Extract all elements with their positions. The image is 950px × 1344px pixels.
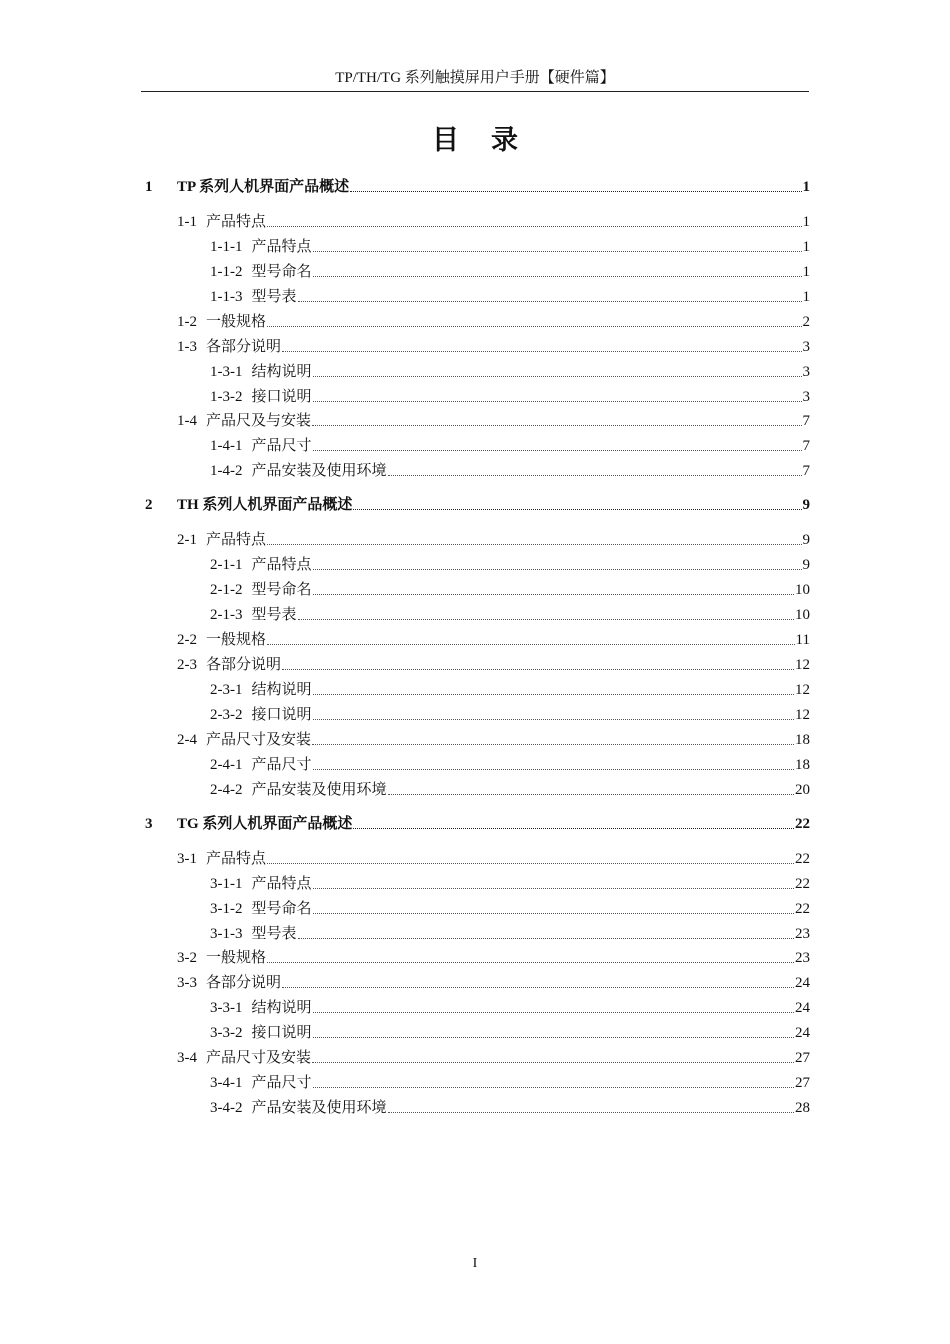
toc-entry-page: 18 <box>795 732 810 748</box>
toc-dot-leader <box>313 275 802 277</box>
toc-entry-page: 22 <box>795 876 810 892</box>
toc-entry-label: TP 系列人机界面产品概述 <box>177 179 350 195</box>
toc-section-entry[interactable] <box>177 630 810 650</box>
toc-entry-number: 1-4 <box>177 413 197 429</box>
toc-entry-number: 1-3 <box>177 339 197 355</box>
toc-entry-label: 产品安装及使用环境 <box>251 1100 387 1116</box>
toc-entry-page: 1 <box>802 179 810 195</box>
toc-entry-label: TH 系列人机界面产品概述 <box>177 497 353 513</box>
toc-entry-page: 9 <box>802 532 810 548</box>
toc-dot-leader <box>267 961 794 963</box>
toc-dot-leader <box>267 543 801 545</box>
toc-dot-leader <box>313 375 802 377</box>
toc-entry-number: 3-3 <box>177 975 197 991</box>
toc-entry-number: 1-4-1 <box>210 438 243 454</box>
toc-dot-leader <box>267 325 801 327</box>
toc-dot-leader <box>388 474 802 476</box>
toc-entry-number: 2-1-1 <box>210 557 243 573</box>
toc-entry-number: 3-2 <box>177 950 197 966</box>
toc-entry-label: 一般规格 <box>206 632 267 648</box>
toc-entry-number: 1-1 <box>177 214 197 230</box>
toc-subsection-entry[interactable] <box>210 1023 810 1043</box>
toc-entry-page: 3 <box>802 389 810 405</box>
toc-dot-leader <box>267 225 801 227</box>
toc-dot-leader <box>312 743 794 745</box>
toc-dot-leader <box>353 827 794 829</box>
toc-subsection-entry[interactable] <box>210 287 810 307</box>
toc-dot-leader <box>313 400 802 402</box>
toc-entry-number: 2-4 <box>177 732 197 748</box>
toc-subsection-entry[interactable] <box>210 924 810 944</box>
toc-entry-page: 24 <box>795 975 810 991</box>
toc-entry-number: 1-1-2 <box>210 264 243 280</box>
toc-subsection-entry[interactable] <box>210 998 810 1018</box>
toc-section-entry[interactable] <box>177 411 810 431</box>
toc-entry-page: 2 <box>802 314 810 330</box>
toc-dot-leader <box>282 668 794 670</box>
toc-entry-page: 12 <box>795 707 810 723</box>
toc-entry-number: 3-1-1 <box>210 876 243 892</box>
toc-dot-leader <box>312 1061 794 1063</box>
toc-entry-label: 型号表 <box>251 289 297 305</box>
toc-subsection-entry[interactable] <box>210 580 810 600</box>
toc-dot-leader <box>313 1011 794 1013</box>
toc-section-entry[interactable] <box>177 973 810 993</box>
toc-dot-leader <box>312 424 801 426</box>
toc-dot-leader <box>267 643 795 645</box>
toc-dot-leader <box>313 718 794 720</box>
toc-entry-label: TG 系列人机界面产品概述 <box>177 816 353 832</box>
toc-entry-label: 产品安装及使用环境 <box>251 782 387 798</box>
toc-entry-page: 9 <box>802 557 810 573</box>
toc-section-entry[interactable] <box>177 730 810 750</box>
toc-entry-number: 2-1-2 <box>210 582 243 598</box>
toc-entry-label: 产品尺寸及安装 <box>206 1050 312 1066</box>
toc-dot-leader <box>282 350 801 352</box>
toc-entry-page: 12 <box>795 682 810 698</box>
toc-entry-label: 各部分说明 <box>206 975 282 991</box>
toc-entry-page: 23 <box>795 950 810 966</box>
toc-entry-label: 产品特点 <box>206 532 267 548</box>
toc-section-entry[interactable] <box>177 337 810 357</box>
toc-dot-leader <box>313 568 802 570</box>
toc-entry-number: 3-3-1 <box>210 1000 243 1016</box>
toc-chapter-entry[interactable] <box>145 814 810 834</box>
toc-entry-label: 产品尺寸及安装 <box>206 732 312 748</box>
toc-dot-leader <box>267 862 794 864</box>
toc-entry-number: 2-3-1 <box>210 682 243 698</box>
toc-entry-page: 24 <box>795 1025 810 1041</box>
toc-subsection-entry[interactable] <box>210 1073 810 1093</box>
toc-entry-label: 型号表 <box>251 926 297 942</box>
toc-subsection-entry[interactable] <box>210 780 810 800</box>
toc-entry-label: 各部分说明 <box>206 339 282 355</box>
toc-entry-label: 接口说明 <box>251 707 312 723</box>
toc-entry-page: 28 <box>795 1100 810 1116</box>
toc-dot-leader <box>298 937 794 939</box>
toc-subsection-entry[interactable] <box>210 755 810 775</box>
toc-entry-number: 2-4-2 <box>210 782 243 798</box>
toc-subsection-entry[interactable] <box>210 1098 810 1118</box>
toc-entry-label: 型号命名 <box>251 264 312 280</box>
toc-entry-label: 接口说明 <box>251 389 312 405</box>
toc-entry-number: 3-1 <box>177 851 197 867</box>
toc-entry-label: 产品特点 <box>251 876 312 892</box>
toc-title: 目录 <box>432 125 550 155</box>
toc-entry-label: 型号命名 <box>251 582 312 598</box>
running-header: TP/TH/TG 系列触摸屏用户手册【硬件篇】 <box>335 70 615 86</box>
toc-entry-label: 各部分说明 <box>206 657 282 673</box>
toc-entry-number: 2 <box>145 497 153 513</box>
toc-entry-number: 3-4-1 <box>210 1075 243 1091</box>
toc-dot-leader <box>298 300 802 302</box>
toc-entry-number: 2-3-2 <box>210 707 243 723</box>
toc-dot-leader <box>353 508 801 510</box>
toc-entry-page: 22 <box>795 816 810 832</box>
toc-entry-number: 2-1 <box>177 532 197 548</box>
toc-entry-label: 产品尺寸 <box>251 1075 312 1091</box>
toc-entry-number: 2-2 <box>177 632 197 648</box>
toc-entry-number: 1-1-3 <box>210 289 243 305</box>
toc-entry-page: 27 <box>795 1050 810 1066</box>
toc-entry-number: 3-1-2 <box>210 901 243 917</box>
toc-subsection-entry[interactable] <box>210 705 810 725</box>
toc-subsection-entry[interactable] <box>210 555 810 575</box>
toc-dot-leader <box>313 693 794 695</box>
toc-entry-page: 11 <box>795 632 810 648</box>
toc-entry-number: 2-3 <box>177 657 197 673</box>
toc-entry-number: 1 <box>145 179 153 195</box>
toc-dot-leader <box>313 912 794 914</box>
toc-dot-leader <box>313 1086 794 1088</box>
toc-entry-number: 3-3-2 <box>210 1025 243 1041</box>
toc-entry-number: 3-4 <box>177 1050 197 1066</box>
toc-entry-label: 一般规格 <box>206 950 267 966</box>
toc-entry-label: 产品尺寸 <box>251 438 312 454</box>
toc-entry-page: 7 <box>802 463 810 479</box>
toc-entry-label: 接口说明 <box>251 1025 312 1041</box>
toc-subsection-entry[interactable] <box>210 899 810 919</box>
toc-entry-label: 型号命名 <box>251 901 312 917</box>
toc-entry-number: 3-1-3 <box>210 926 243 942</box>
toc-entry-page: 12 <box>795 657 810 673</box>
toc-subsection-entry[interactable] <box>210 237 810 257</box>
toc-entry-page: 24 <box>795 1000 810 1016</box>
toc-subsection-entry[interactable] <box>210 362 810 382</box>
toc-section-entry[interactable] <box>177 948 810 968</box>
toc-entry-label: 产品安装及使用环境 <box>251 463 387 479</box>
toc-subsection-entry[interactable] <box>210 461 810 481</box>
toc-entry-page: 22 <box>795 851 810 867</box>
page-number: I <box>472 1256 478 1271</box>
toc-entry-page: 1 <box>802 214 810 230</box>
toc-entry-page: 27 <box>795 1075 810 1091</box>
toc-entry-number: 1-2 <box>177 314 197 330</box>
toc-entry-page: 10 <box>795 582 810 598</box>
toc-entry-page: 20 <box>795 782 810 798</box>
toc-dot-leader <box>313 449 802 451</box>
toc-entry-page: 3 <box>802 339 810 355</box>
toc-entry-label: 产品特点 <box>206 851 267 867</box>
toc-entry-label: 产品尺寸 <box>251 757 312 773</box>
toc-section-entry[interactable] <box>177 849 810 869</box>
toc-dot-leader <box>313 768 794 770</box>
toc-entry-label: 结构说明 <box>251 364 312 380</box>
toc-entry-number: 3-4-2 <box>210 1100 243 1116</box>
toc-entry-page: 3 <box>802 364 810 380</box>
toc-entry-page: 1 <box>802 239 810 255</box>
toc-entry-number: 3 <box>145 816 153 832</box>
toc-entry-label: 产品特点 <box>251 239 312 255</box>
toc-dot-leader <box>282 986 794 988</box>
toc-entry-page: 1 <box>802 289 810 305</box>
toc-entry-number: 1-4-2 <box>210 463 243 479</box>
toc-section-entry[interactable] <box>177 1048 810 1068</box>
toc-entry-number: 1-3-1 <box>210 364 243 380</box>
toc-dot-leader <box>313 593 794 595</box>
toc-entry-page: 1 <box>802 264 810 280</box>
toc-entry-page: 18 <box>795 757 810 773</box>
toc-dot-leader <box>388 1111 794 1113</box>
toc-entry-page: 9 <box>802 497 810 513</box>
toc-section-entry[interactable] <box>177 530 810 550</box>
toc-entry-page: 22 <box>795 901 810 917</box>
toc-subsection-entry[interactable] <box>210 436 810 456</box>
toc-entry-label: 结构说明 <box>251 1000 312 1016</box>
toc-dot-leader <box>313 1036 794 1038</box>
toc-entry-label: 产品尺及与安装 <box>206 413 312 429</box>
toc-section-entry[interactable] <box>177 312 810 332</box>
toc-dot-leader <box>388 793 794 795</box>
toc-section-entry[interactable] <box>177 212 810 232</box>
toc-entry-label: 产品特点 <box>206 214 267 230</box>
toc-entry-label: 型号表 <box>251 607 297 623</box>
toc-subsection-entry[interactable] <box>210 680 810 700</box>
toc-entry-label: 一般规格 <box>206 314 267 330</box>
toc-entry-number: 2-1-3 <box>210 607 243 623</box>
toc-entry-number: 2-4-1 <box>210 757 243 773</box>
toc-chapter-entry[interactable] <box>145 495 810 515</box>
toc-entry-page: 7 <box>802 413 810 429</box>
toc-entry-page: 23 <box>795 926 810 942</box>
toc-entry-label: 产品特点 <box>251 557 312 573</box>
toc-subsection-entry[interactable] <box>210 874 810 894</box>
toc-dot-leader <box>350 190 801 192</box>
toc-dot-leader <box>298 618 794 620</box>
toc-entry-label: 结构说明 <box>251 682 312 698</box>
toc-subsection-entry[interactable] <box>210 605 810 625</box>
toc-section-entry[interactable] <box>177 655 810 675</box>
toc-dot-leader <box>313 887 794 889</box>
toc-subsection-entry[interactable] <box>210 262 810 282</box>
toc-chapter-entry[interactable] <box>145 177 810 197</box>
toc-entry-page: 10 <box>795 607 810 623</box>
toc-subsection-entry[interactable] <box>210 387 810 407</box>
toc-entry-number: 1-1-1 <box>210 239 243 255</box>
toc-dot-leader <box>313 250 802 252</box>
toc-entry-number: 1-3-2 <box>210 389 243 405</box>
toc-entry-page: 7 <box>802 438 810 454</box>
